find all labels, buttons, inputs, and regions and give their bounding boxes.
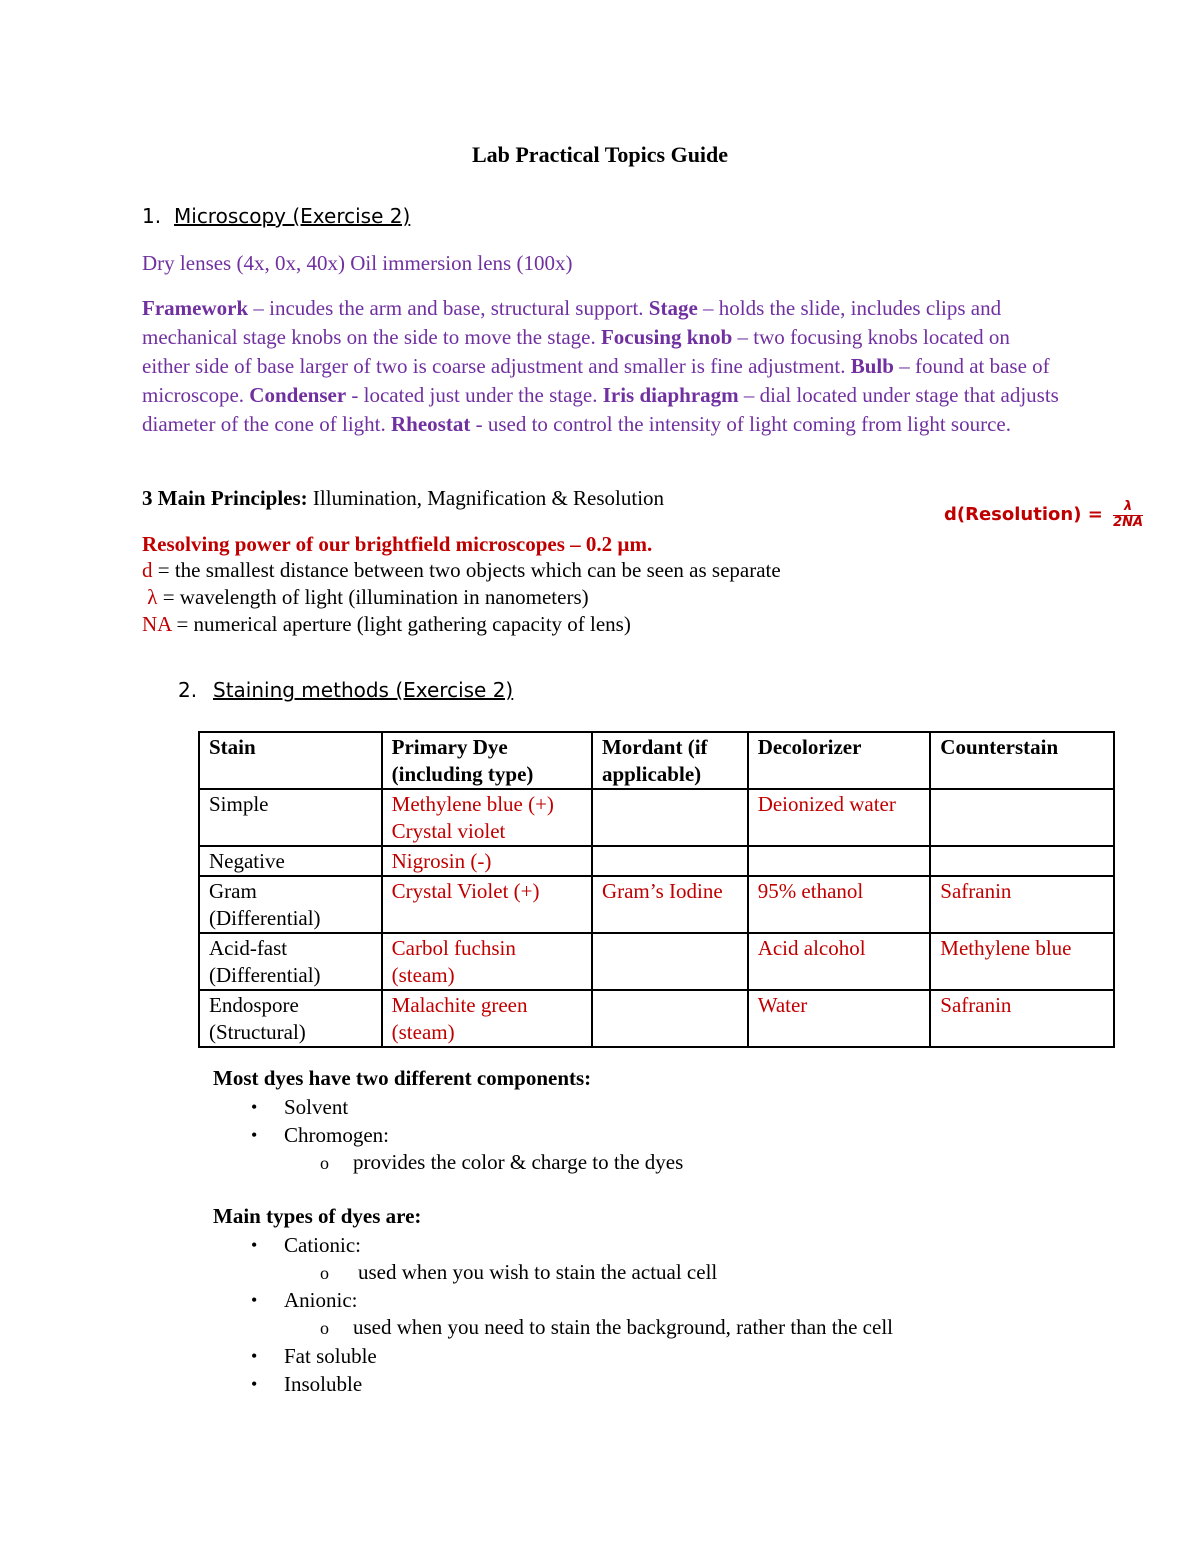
table-cell: Gram’s Iodine xyxy=(592,876,748,933)
table-cell: Negative xyxy=(199,846,382,876)
table-row xyxy=(199,846,1114,876)
part-term: Condenser xyxy=(249,383,347,407)
definition-na: NA = numerical aperture (light gathering capacity of lens) xyxy=(142,612,631,636)
section-heading-staining: 2. Staining methods (Exercise 2) xyxy=(178,678,514,702)
bullet-icon: • xyxy=(251,1235,258,1255)
definition-d: d = the smallest distance between two objects which can be seen as separate xyxy=(142,558,781,582)
table-cell xyxy=(592,990,748,1047)
part-desc: – dial located under stage that adjusts diameter of the cone of light. xyxy=(142,383,1059,436)
table-header-cell: Decolorizer xyxy=(748,732,931,789)
principles-line: 3 Main Principles: Illumination, Magnification & Resolution xyxy=(142,486,665,510)
bullet-icon: • xyxy=(251,1346,258,1366)
resolving-power: Resolving power of our brightfield microscopes – 0.2 µm. xyxy=(142,532,653,556)
staining-table xyxy=(198,731,1115,1048)
part-term: Framework xyxy=(142,296,249,320)
bullet-icon: • xyxy=(251,1097,258,1117)
sub-list-item: provides the color & charge to the dyes xyxy=(353,1150,684,1174)
list-item: Chromogen: xyxy=(284,1123,389,1147)
table-cell: Endospore (Structural) xyxy=(199,990,382,1047)
part-desc: - located just under the stage. xyxy=(346,383,603,407)
table-cell xyxy=(592,933,748,990)
part-desc: – two focusing knobs located on either side of base larger of two is coarse adjustment and smaller is fine adjustment. xyxy=(142,325,1010,378)
list-item: Solvent xyxy=(284,1095,349,1119)
bullet-icon: • xyxy=(251,1290,258,1310)
dye-types-heading: Main types of dyes are: xyxy=(213,1204,422,1228)
table-row xyxy=(199,990,1114,1047)
table-header-cell: Stain xyxy=(199,732,382,789)
table-cell: Carbol fuchsin (steam) xyxy=(382,933,592,990)
sub-bullet-icon: o xyxy=(320,1318,329,1338)
part-term: Stage xyxy=(648,296,698,320)
table-cell: Nigrosin (-) xyxy=(382,846,592,876)
dye-components-heading: Most dyes have two different components: xyxy=(213,1066,592,1090)
lenses-line: Dry lenses (4x, 0x, 40x) Oil immersion lens (100x) xyxy=(142,251,573,275)
list-item: Fat soluble xyxy=(284,1344,377,1368)
page-title: Lab Practical Topics Guide xyxy=(471,142,729,167)
part-term: Rheostat xyxy=(391,412,471,436)
bullet-icon: • xyxy=(251,1125,258,1145)
table-cell: Simple xyxy=(199,789,382,846)
table-cell: Methylene blue (+) Crystal violet xyxy=(382,789,592,846)
part-term: Bulb xyxy=(850,354,894,378)
sub-list-item: used when you wish to stain the actual cell xyxy=(358,1260,718,1284)
table-cell xyxy=(592,789,748,846)
table-cell: Crystal Violet (+) xyxy=(382,876,592,933)
definitions xyxy=(142,557,781,638)
definition-lambda: λ = wavelength of light (illumination in nanometers) xyxy=(142,585,589,609)
table-row xyxy=(199,789,1114,846)
list-item: Anionic: xyxy=(284,1288,358,1312)
table-cell xyxy=(930,846,1114,876)
part-term: Focusing knob xyxy=(600,325,733,349)
table-cell: Water xyxy=(748,990,931,1047)
bullet-icon: • xyxy=(251,1374,258,1394)
table-cell: Safranin xyxy=(930,876,1114,933)
table-cell: 95% ethanol xyxy=(748,876,931,933)
resolution-formula: d(Resolution) = $\frac{\lambda}{2NA}$ xyxy=(944,499,1144,530)
table-cell: Deionized water xyxy=(748,789,931,846)
part-desc: - used to control the intensity of light coming from light source. xyxy=(470,412,1011,436)
table-cell: Gram (Differential) xyxy=(199,876,382,933)
table-cell: Acid alcohol xyxy=(748,933,931,990)
table-header-row xyxy=(199,732,1114,789)
table-row xyxy=(199,933,1114,990)
part-term: Iris diaphragm xyxy=(602,383,739,407)
table-header-cell: Primary Dye (including type) xyxy=(382,732,592,789)
table-cell xyxy=(748,846,931,876)
table-cell: Safranin xyxy=(930,990,1114,1047)
list-item: Insoluble xyxy=(284,1372,363,1396)
table-header-cell: Mordant (if applicable) xyxy=(592,732,748,789)
part-desc: – incudes the arm and base, structural support. xyxy=(248,296,649,320)
sub-list-item: used when you need to stain the background, rather than the cell xyxy=(353,1315,893,1339)
list-item: Cationic: xyxy=(284,1233,361,1257)
formula-fraction: $\frac{\lambda}{2NA}$ xyxy=(1113,499,1144,530)
table-row xyxy=(199,876,1114,933)
table-header-cell: Counterstain xyxy=(930,732,1114,789)
table-cell: Methylene blue xyxy=(930,933,1114,990)
part-desc: – found at base of microscope. xyxy=(142,354,1050,407)
table-cell: Malachite green (steam) xyxy=(382,990,592,1047)
section-heading-microscopy: 1. Microscopy (Exercise 2) xyxy=(142,204,411,228)
microscope-parts-paragraph xyxy=(142,294,1062,439)
sub-bullet-icon: o xyxy=(320,1263,329,1283)
part-desc: – holds the slide, includes clips and mechanical stage knobs on the side to move the stage. xyxy=(142,296,1002,349)
table-cell: Acid-fast (Differential) xyxy=(199,933,382,990)
table-cell xyxy=(592,846,748,876)
table-cell xyxy=(930,789,1114,846)
sub-bullet-icon: o xyxy=(320,1153,329,1173)
